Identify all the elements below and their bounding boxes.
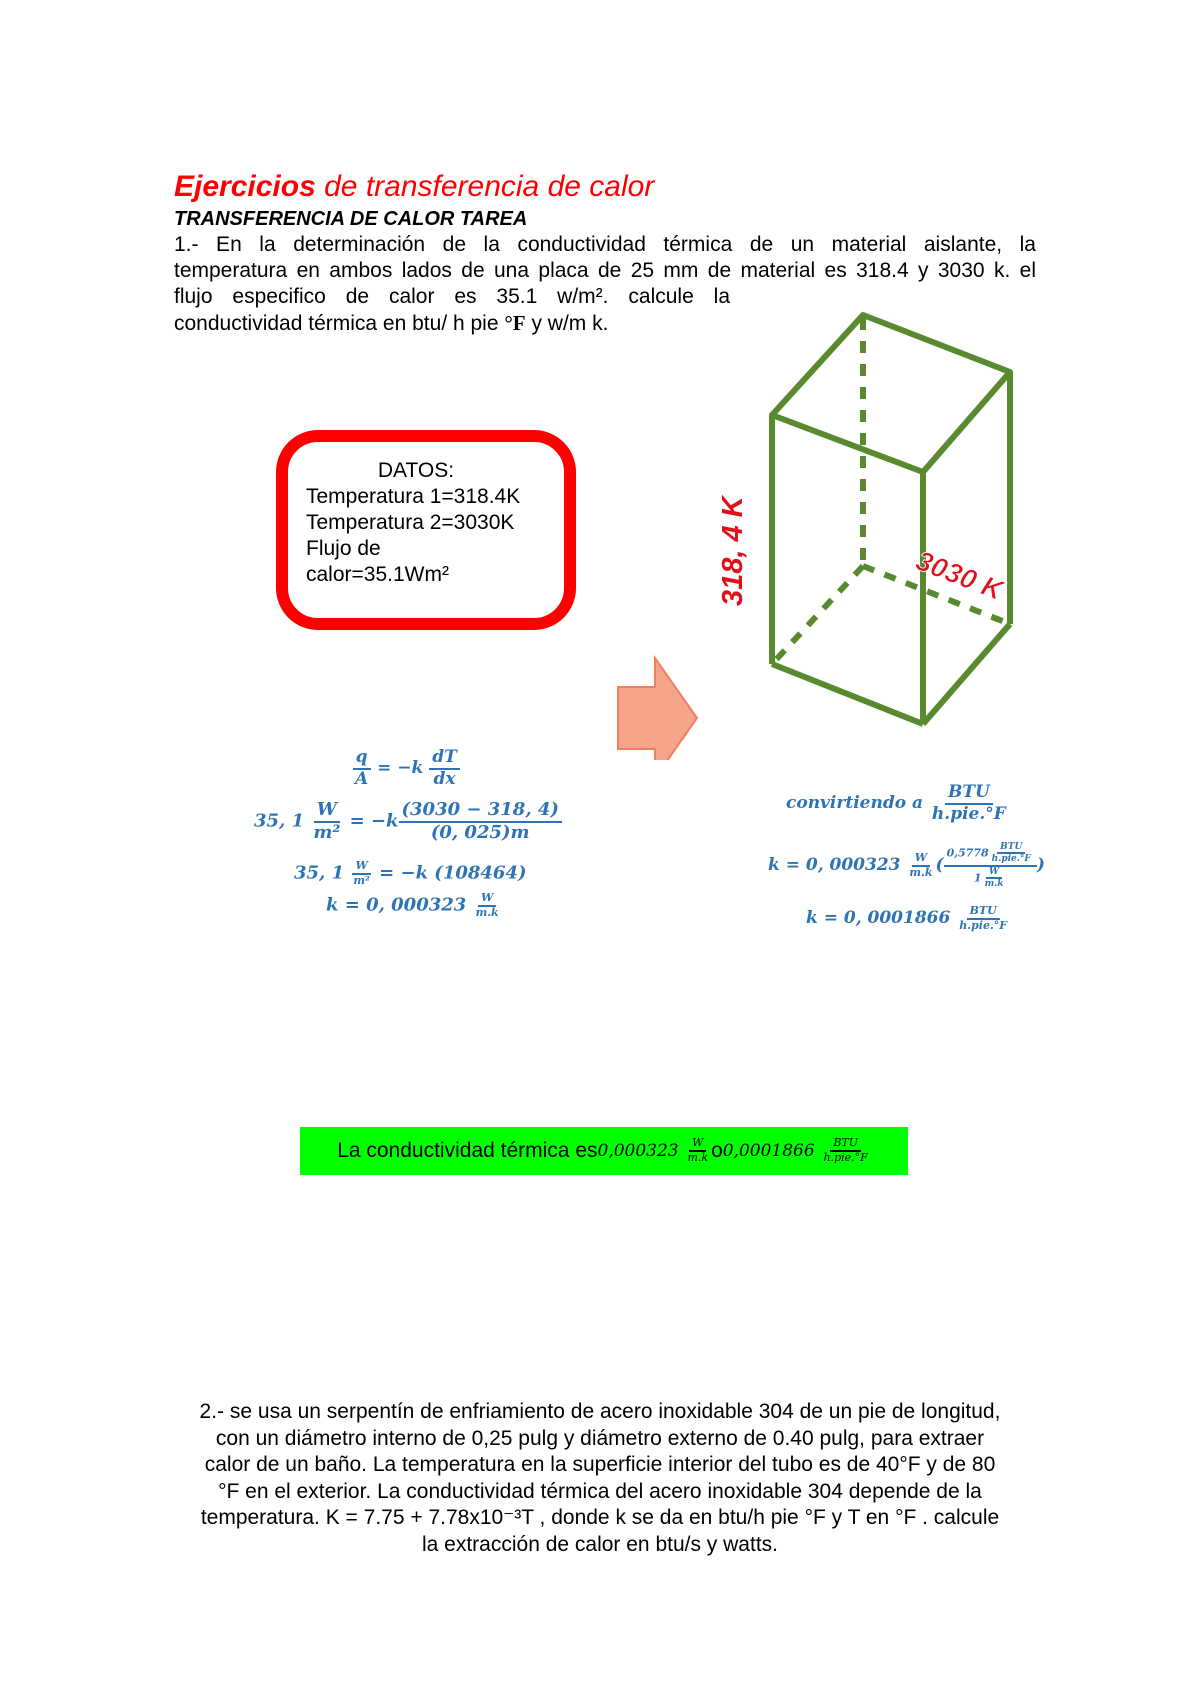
eq1-mid: = −k (377, 758, 424, 779)
eq3-lhs: 35, 1 (294, 862, 345, 884)
eq5-text: convirtiendo a (786, 793, 923, 814)
result-box (300, 1127, 908, 1175)
eq6-btu: BTU (997, 842, 1025, 854)
eq6-hpf: h.pie.°F (991, 854, 1031, 865)
equation-3 (294, 860, 527, 887)
title-part1: Ejercicios (174, 170, 316, 203)
problem2-line3: calor de un baño. La temperatura en la superficie interior del tubo es de 40°F y de 80 (204, 1453, 996, 1476)
cube-hidden-edges (772, 318, 1010, 664)
problem1-line4-unit: °F (504, 311, 526, 335)
eq7-num: BTU (967, 905, 1000, 920)
eq7-lhs: k = 0, 0001866 (806, 908, 951, 929)
eq6-W: W (912, 852, 930, 867)
eq7-den: h.pie.°F (959, 918, 1008, 932)
eq4-mk: m.k (475, 905, 499, 919)
result-unit2-num: BTU (830, 1137, 861, 1152)
right-arrow-icon (618, 658, 697, 760)
page-title (174, 170, 654, 204)
datos-temperatura-1: Temperatura 1=318.4K (306, 485, 521, 508)
eq5-num: BTU (945, 783, 993, 805)
problem1-line1: 1.- En la determinación de la conductividad térmica de un material aislante, la (174, 233, 1036, 256)
equation-7 (806, 905, 1010, 932)
datos-heading: DATOS: (377, 459, 455, 482)
equation-1 (352, 748, 460, 789)
label-318-4-k: 318, 4 K (717, 496, 749, 606)
eq6-coef: 0,5778 (946, 846, 989, 860)
title-part2: de transferencia de calor (324, 170, 655, 203)
equation-4 (326, 892, 502, 919)
eq3-m2: m² (353, 873, 370, 887)
result-unit1-den: m.k (687, 1151, 709, 1164)
eq1-q: q (353, 748, 371, 770)
problem2-line6: la extracción de calor en btu/s y watts. (421, 1532, 778, 1556)
eq4-W: W (478, 892, 496, 907)
eq1-dT: dT (429, 748, 460, 770)
datos-temperatura-2: Temperatura 2=3030K (306, 511, 515, 534)
eq2-W: W (314, 800, 340, 823)
problem1-line4 (174, 310, 608, 337)
datos-flujo-line2: calor=35.1Wm² (306, 563, 449, 586)
eq4-lhs: k = 0, 000323 (326, 894, 467, 916)
result-or: o (711, 1139, 723, 1162)
eq2-den: (0, 025)m (430, 821, 530, 843)
problem1-line4-c: y w/m k. (525, 312, 609, 335)
result-value-1: 0,000323 (597, 1141, 679, 1161)
problem2-line1: 2.- se usa un serpentín de enfriamiento de acero inoxidable 304 de un pie de longitud, (199, 1400, 1001, 1423)
eq6-one: 1 (973, 871, 982, 885)
eq1-dx: dx (433, 768, 456, 789)
eq6-mk: m.k (909, 865, 933, 879)
equation-2 (254, 800, 562, 843)
page-subtitle: TRANSFERENCIA DE CALOR TAREA (174, 208, 528, 230)
eq2-num: (3030 − 318, 4) (399, 800, 562, 823)
datos-flujo-line1: Flujo de (306, 537, 381, 560)
eq2-mid: = −k (349, 810, 399, 832)
result-unit2-den: h.pie.°F (823, 1151, 868, 1164)
result-unit1-num: W (689, 1137, 706, 1152)
problem2-line4: °F en el exterior. La conductividad térmica del acero inoxidable 304 depende de la (218, 1479, 982, 1503)
problem1-line3: flujo especifico de calor es 35.1 w/m². calcule la (174, 285, 730, 308)
eq1-A: A (355, 768, 369, 789)
eq3-W: W (352, 860, 370, 875)
eq3-rhs: = −k (108464) (379, 862, 527, 884)
eq6-w2: W (986, 867, 1002, 879)
result-value-2: 0,0001866 (722, 1141, 815, 1161)
cube-solid-edges (772, 315, 1010, 724)
problem2 (150, 1399, 1050, 1558)
result-text: La conductividad térmica es (337, 1139, 598, 1162)
label-3030-k: 3030 K (911, 544, 1008, 606)
figure-svg (600, 300, 1060, 760)
eq5-den: h.pie.°F (931, 803, 1006, 824)
problem1-line2: temperatura en ambos lados de una placa de 25 mm de material es 318.4 y 3030 k. el (174, 259, 1036, 282)
datos-text (306, 458, 526, 588)
problem2-line2: con un diámetro interno de 0,25 pulg y diámetro externo de 0.40 pulg, para extraer (215, 1426, 985, 1450)
eq6-lhs: k = 0, 000323 (768, 855, 901, 876)
eq6-mk2: m.k (984, 879, 1004, 890)
problem2-line5: temperatura. K = 7.75 + 7.78x10⁻³T , donde k se da en btu/h pie °F y T en °F . calcule (200, 1506, 1000, 1529)
eq2-m2: m² (313, 821, 341, 843)
problem1-line4-a: conductividad térmica en btu/ h pie (174, 312, 505, 335)
equation-6 (768, 842, 1045, 889)
eq2-lhs: 35, 1 (254, 810, 305, 832)
equation-5 (786, 783, 1009, 824)
eq6-open: ( (935, 855, 944, 876)
eq6-close: ) (1036, 855, 1045, 876)
